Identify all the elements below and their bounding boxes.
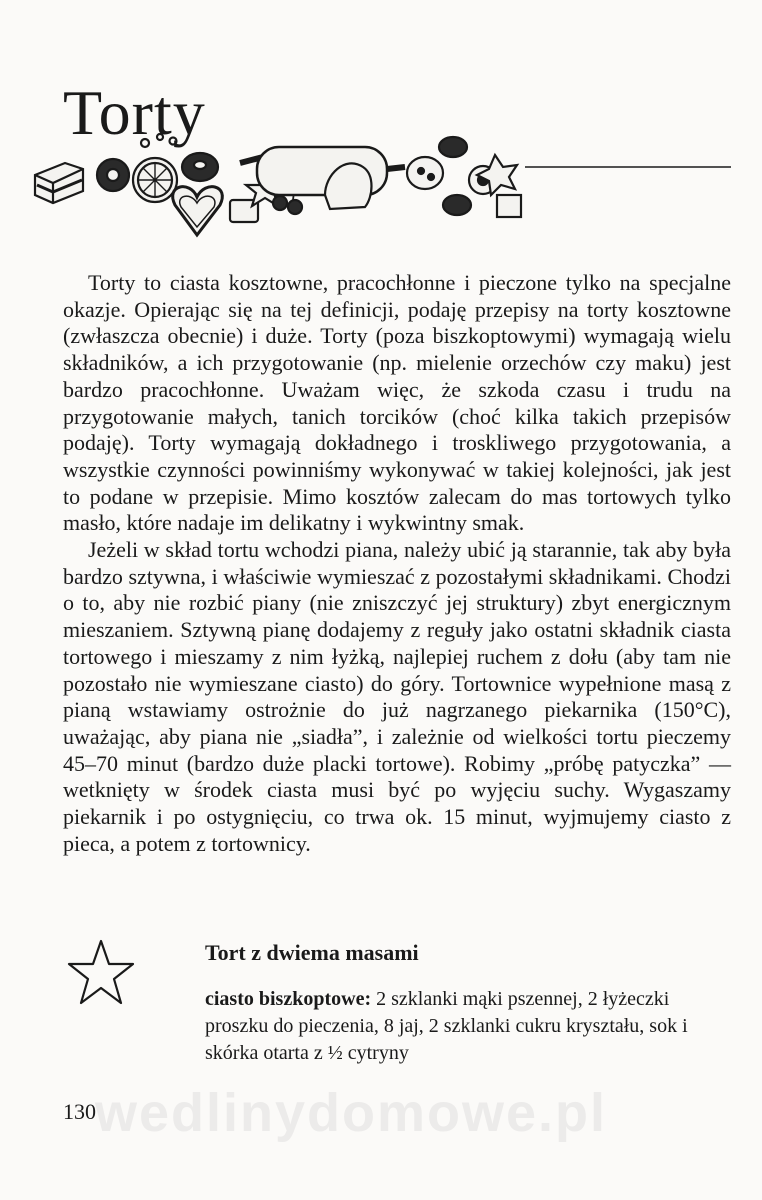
watermark-text: wedlinydomowe.pl [95,1083,608,1143]
baked-goods-banner-icon [25,125,737,250]
recipe-title: Tort z dwiema masami [205,940,419,965]
recipe-ingredients [205,986,731,1067]
star-outline-icon [66,938,136,1006]
page-number: 130 [63,1099,96,1124]
ingredients-text: 2 szklanki mąki pszennej, 2 łyżeczki proszku do pieczenia, 8 jaj, 2 szklanki cukru kryształu, sok i skórka otarta z ½ cytryny [205,988,688,1064]
intro-paragraph-1: Torty to ciasta kosztowne, pracochłonne i pieczone tylko na specjalne okazje. Opierając się na tej definicji, podaję przepisy na torty kosztowne (zwłaszcza obecnie) i duże. Torty (poza biszkoptowymi) wymagają wielu składników, a ich przygotowanie (np. mielenie orzechów czy maku) jest bardzo pracochłonne. Uważam więc, że szkoda czasu i trudu na przygotowanie małych, tanich torcików (choć kilka takich przepisów podaję). Torty wymagają dokładnego i troskliwego przygotowania, a wszystkie czynności powinniśmy wykonywać w takiej kolejności, jak jest to podane w przepisie. Mimo kosztów zalecam do mas tortowych tylko masło, które nadaje im delikatny i wykwintny smak. [63,270,731,536]
intro-paragraph-2: Jeżeli w skład tortu wchodzi piana, należy ubić ją starannie, tak aby była bardzo sztywna, i właściwie wymieszać z pozostałymi składnikami. Chodzi o to, aby nie rozbić piany (nie zniszczyć jej struktury) zbyt energicznym mieszaniem. Sztywną pianę dodajemy z reguły jako ostatni składnik ciasta tortowego i mieszamy z nim łyżką, najlepiej ruchem z dołu (aby tam nie pozostało nie wymieszane ciasto) do góry. Tortownice wypełnione masą z pianą wstawiamy ostrożnie do już nagrzanego piekarnika (150°C), uważając, aby piana nie „siadła”, i zależnie od wielkości tortu pieczemy 45–70 minut (bardzo duże placki tortowe). Robimy „próbę patyczka” — wetknięty w środek ciasta musi być po wyjęciu suchy. Wygaszamy piekarnik i po ostygnięciu, co trwa ok. 15 minut, wyjmujemy ciasto z pieca, a potem z tortownicy. [63,537,731,856]
ingredients-label: ciasto biszkoptowe: [205,988,372,1010]
intro-text [63,270,731,857]
chapter-title: Torty [63,76,206,148]
